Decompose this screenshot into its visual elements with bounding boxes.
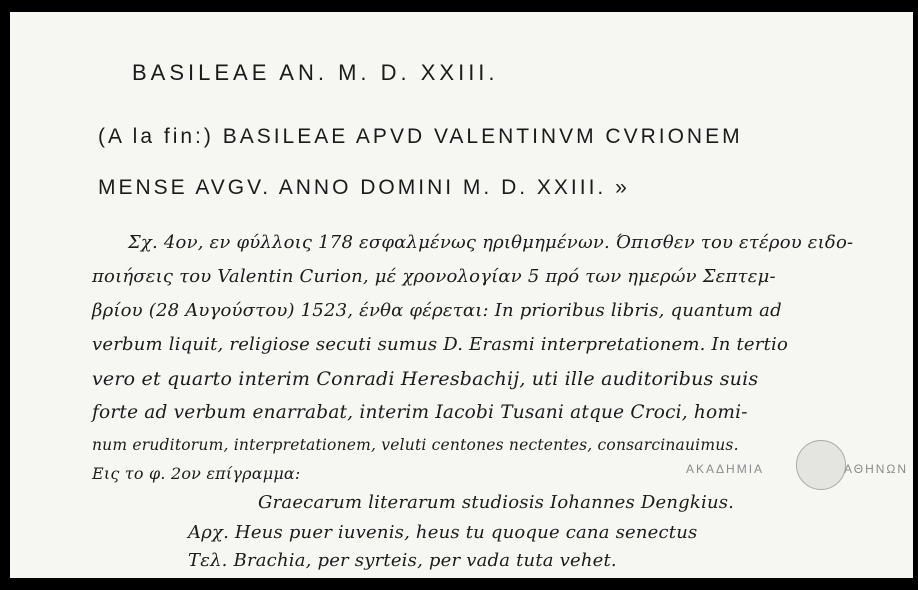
description-line: ποιήσεις του Valentin Curion, μέ χρονολογίαν 5 πρό των ημερών Σεπτεμ-: [92, 266, 776, 287]
epigram-explicit: Τελ. Brachia, per syrteis, per vada tuta vehet.: [188, 550, 617, 571]
colophon-line-2: MENSE AVGV. ANNO DOMINI M. D. XXIII. »: [98, 176, 630, 199]
academy-stamp: [686, 440, 913, 492]
description-line: vero et quarto interim Conradi Heresbachij, uti ille auditoribus suis: [92, 368, 759, 390]
epigram-title: Graecarum literarum studiosis Iohannes Dengkius.: [258, 492, 735, 513]
description-line: verbum liquit, religiose secuti sumus D. Erasmi interpretationem. In tertio: [92, 334, 789, 355]
stamp-text-left: ΑΚΑΔΗΜΙΑ: [686, 462, 765, 476]
description-line: βρίου (28 Αυγούστου) 1523, ένθα φέρεται: In prioribus libris, quantum ad: [92, 300, 782, 321]
heading-imprint: BASILEAE AN. M. D. XXIII.: [132, 60, 499, 85]
athena-seal-icon: [796, 440, 846, 490]
catalog-card: [10, 12, 913, 578]
epigram-intro: Εις το φ. 2ον επίγραμμα:: [92, 464, 301, 483]
epigram-incipit: Αρχ. Heus puer iuvenis, heus tu quoque cana senectus: [188, 522, 698, 543]
description-line: Σχ. 4ον, εν φύλλοις 178 εσφαλμένως ηριθμημένων. Όπισθεν του ετέρου ειδο-: [128, 232, 854, 253]
colophon-line-1: (A la fin:) BASILEAE APVD VALENTINVM CVRIONEM: [98, 125, 743, 148]
description-line: forte ad verbum enarrabat, interim Iacobi Tusani atque Croci, homi-: [92, 402, 748, 423]
stamp-text-right: ΑΘΗΝΩΝ: [844, 462, 909, 476]
description-line: num eruditorum, interpretationem, veluti centones nectentes, consarcinauimus.: [92, 436, 739, 454]
